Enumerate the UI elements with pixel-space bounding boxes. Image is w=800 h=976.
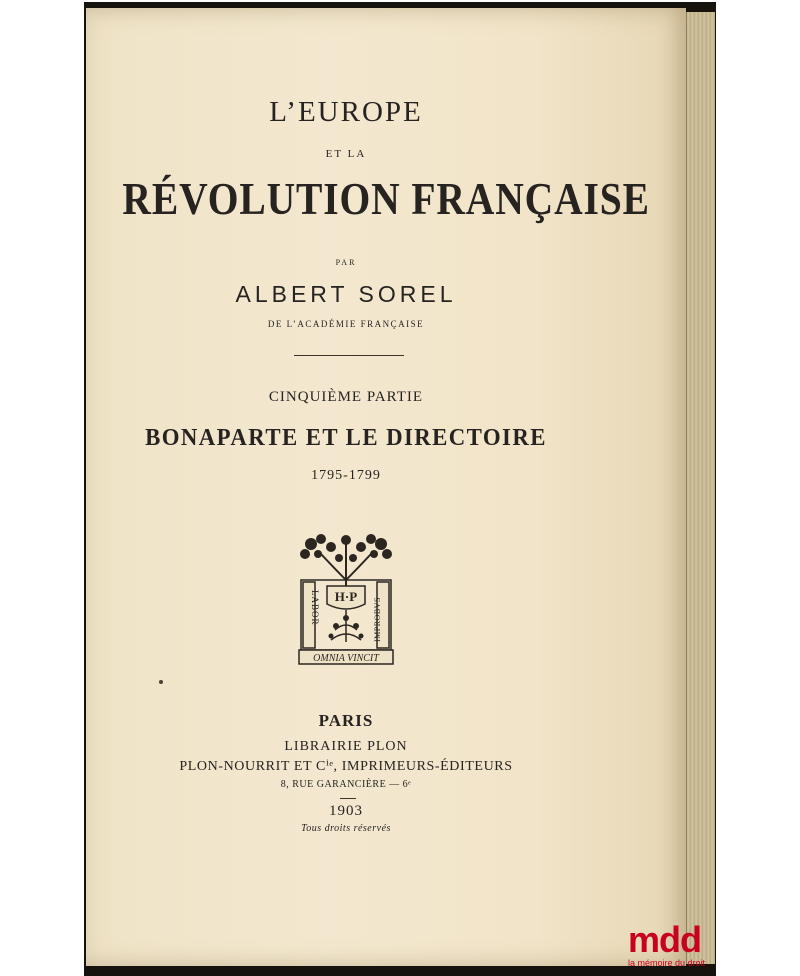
emblem-bottom-banner: OMNIA VINCIT [313,653,379,664]
publisher-name: LIBRAIRIE PLON [284,739,408,754]
page-edges [686,12,715,964]
publication-city: PARIS [318,711,374,730]
printer-name: PLON-NOURRIT ET Cⁱᵉ, IMPRIMEURS-ÉDITEURS [179,759,513,774]
emblem-left-banner: LABOR [310,590,320,626]
ink-speck [159,680,163,684]
publisher-address: 8, RUE GARANCIÈRE — 6ᵉ [280,779,412,790]
watermark-logo [628,919,714,974]
publication-year: 1903 [329,803,363,819]
publisher-emblem [291,530,401,670]
divider-rule [294,355,404,356]
emblem-right-banner: IMPROBVS [373,597,382,642]
author-name: ALBERT SOREL [235,281,457,307]
rights-notice: Tous droits réservés [301,823,391,834]
by-label: PAR [335,258,357,267]
part-label: CINQUIÈME PARTIE [268,389,424,405]
date-rule [340,798,356,799]
watermark-tagline: la mémoire du droit [628,958,706,968]
title-connector: ET LA [325,148,367,160]
volume-subtitle: BONAPARTE ET LE DIRECTOIRE [145,425,547,451]
title-page [86,8,686,966]
main-title: RÉVOLUTION FRANÇAISE [122,173,650,224]
emblem-monogram: H·P [334,589,358,604]
author-affiliation: DE L’ACADÉMIE FRANÇAISE [267,319,425,329]
watermark-letters: mdd [628,919,701,960]
year-range: 1795-1799 [311,468,381,483]
title-top: L’EUROPE [269,96,423,128]
